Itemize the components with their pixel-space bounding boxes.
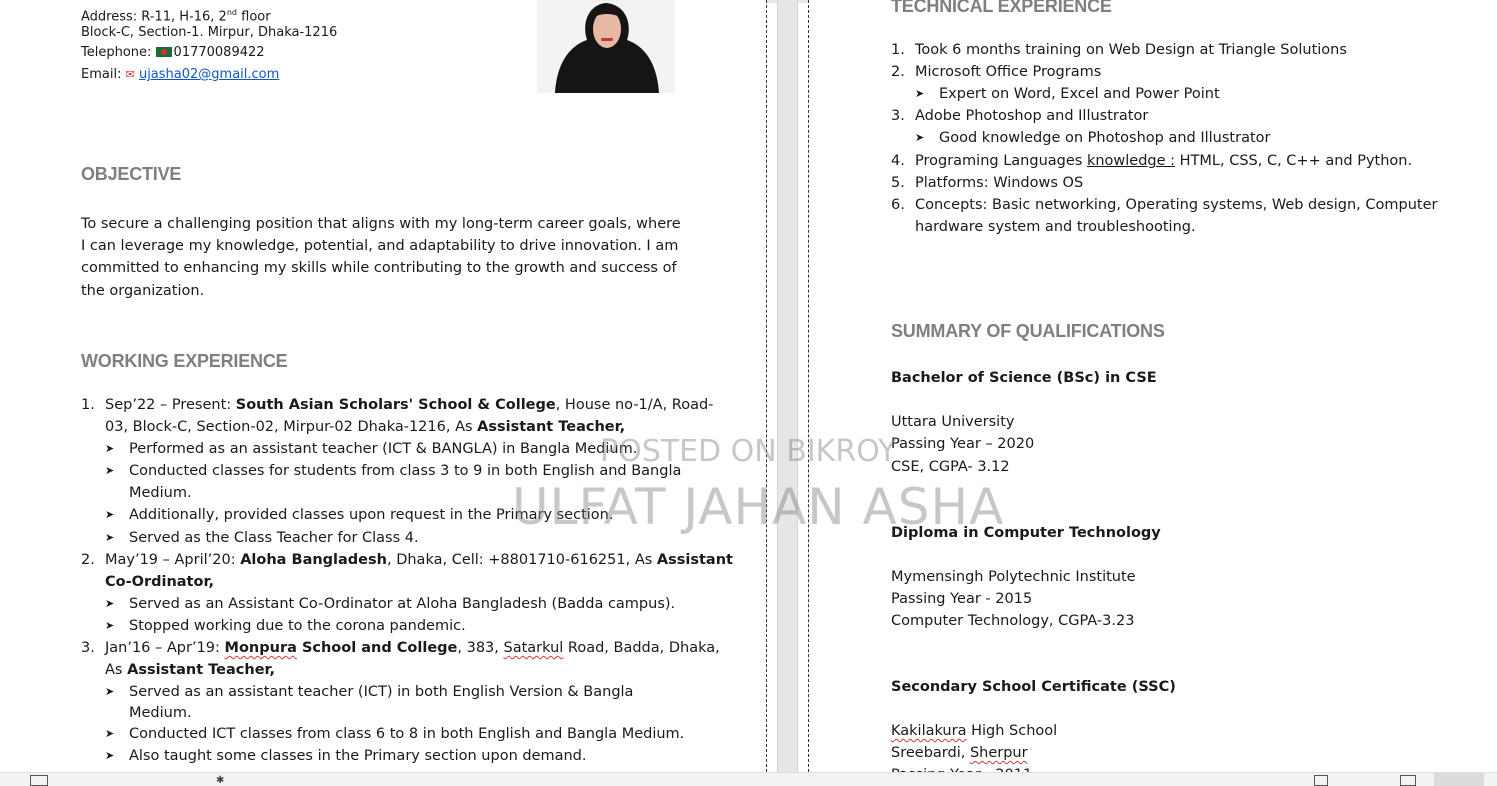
technical-heading: TECHNICAL EXPERIENCE bbox=[891, 0, 1112, 16]
list-item: Adobe Photoshop and Illustrator bbox=[915, 108, 1149, 124]
qualification-location: Sreebardi, Sherpur bbox=[891, 745, 1028, 761]
list-number: 1. bbox=[891, 42, 905, 58]
qualification-title: Diploma in Computer Technology bbox=[891, 525, 1161, 541]
list-number: 5. bbox=[891, 175, 905, 191]
arrow-bullet-icon: ➤ bbox=[105, 508, 115, 521]
list-number: 1. bbox=[81, 397, 95, 413]
list-number: 4. bbox=[891, 153, 905, 169]
job2-line-1: May’19 – April’20: Aloha Bangladesh, Dhaka, Cell: +8801710-616251, As Assistant bbox=[105, 552, 733, 568]
page-gutter bbox=[777, 0, 798, 772]
list-item: Stopped working due to the corona pandemic. bbox=[129, 618, 466, 634]
arrow-bullet-icon: ➤ bbox=[105, 685, 115, 698]
list-item: Concepts: Basic networking, Operating systems, Web design, Computer bbox=[915, 197, 1438, 213]
list-item: Served as an assistant teacher (ICT) in both English Version & Bangla bbox=[129, 684, 634, 700]
qualification-year: Passing Year - 2015 bbox=[891, 591, 1033, 607]
list-item: Good knowledge on Photoshop and Illustrator bbox=[939, 130, 1271, 146]
list-item: Performed as an assistant teacher (ICT & BANGLA) in Bangla Medium. bbox=[129, 441, 638, 457]
qualification-institution: Uttara University bbox=[891, 414, 1015, 430]
address-line-2: Block-C, Section-1. Mirpur, Dhaka-1216 bbox=[81, 25, 338, 40]
focus-mode-icon[interactable] bbox=[1314, 775, 1328, 786]
list-item: Expert on Word, Excel and Power Point bbox=[939, 86, 1220, 102]
job1-line-1: Sep’22 – Present: South Asian Scholars' School & College, House no-1/A, Road- bbox=[105, 397, 714, 413]
email: Email: ✉ ujasha02@gmail.com bbox=[81, 67, 280, 82]
objective-line-2: I can leverage my knowledge, potential, and adaptability to drive innovation. I am bbox=[81, 238, 679, 254]
list-number: 3. bbox=[81, 640, 95, 656]
job1-line-2: 03, Block-C, Section-02, Mirpur-02 Dhaka-1216, As Assistant Teacher, bbox=[105, 419, 626, 435]
address-line-1: Address: R-11, H-16, 2nd floor bbox=[81, 8, 271, 25]
job3-line-2: As Assistant Teacher, bbox=[105, 662, 276, 678]
arrow-bullet-icon: ➤ bbox=[105, 619, 115, 632]
list-item: Served as an Assistant Co-Ordinator at Aloha Bangladesh (Badda campus). bbox=[129, 596, 676, 612]
accessibility-icon[interactable]: ✱ bbox=[216, 775, 225, 786]
qualification-title: Secondary School Certificate (SSC) bbox=[891, 679, 1176, 695]
telephone: Telephone: 01770089422 bbox=[81, 45, 265, 60]
watermark-line-2: ULFAT JAHAN ASHA bbox=[512, 478, 1005, 536]
list-item: Served as the Class Teacher for Class 4. bbox=[129, 530, 419, 546]
qualification-result: CSE, CGPA- 3.12 bbox=[891, 459, 1010, 475]
qualification-title: Bachelor of Science (BSc) in CSE bbox=[891, 370, 1157, 386]
bangladesh-flag-icon bbox=[156, 47, 172, 57]
arrow-bullet-icon: ➤ bbox=[105, 464, 115, 477]
arrow-bullet-icon: ➤ bbox=[105, 442, 115, 455]
list-item: Conducted classes for students from class 3 to 9 in both English and Bangla bbox=[129, 463, 682, 479]
qualification-institution: Kakilakura High School bbox=[891, 723, 1058, 739]
list-item-continuation: Medium. bbox=[129, 485, 192, 501]
experience-heading: WORKING EXPERIENCE bbox=[81, 351, 288, 371]
gmail-icon: ✉ bbox=[125, 68, 135, 81]
list-item-continuation: hardware system and troubleshooting. bbox=[915, 219, 1196, 235]
objective-line-3: committed to enhancing my skills while contributing to the growth and success of bbox=[81, 260, 677, 276]
qualification-institution: Mymensingh Polytechnic Institute bbox=[891, 569, 1136, 585]
right-page[interactable] bbox=[809, 0, 1497, 772]
list-number: 6. bbox=[891, 197, 905, 213]
arrow-bullet-icon: ➤ bbox=[105, 749, 115, 762]
list-item-continuation: Medium. bbox=[129, 705, 192, 721]
list-item: Platforms: Windows OS bbox=[915, 175, 1084, 191]
arrow-bullet-icon: ➤ bbox=[105, 597, 115, 610]
list-item: Programing Languages knowledge : HTML, CSS, C, C++ and Python. bbox=[915, 153, 1413, 169]
watermark-line-1: POSTED ON BIKROY bbox=[600, 434, 897, 469]
list-number: 2. bbox=[81, 552, 95, 568]
portrait-image bbox=[537, 0, 675, 93]
qualifications-heading: SUMMARY OF QUALIFICATIONS bbox=[891, 321, 1165, 341]
arrow-bullet-icon: ➤ bbox=[915, 87, 925, 100]
list-item: Also taught some classes in the Primary section upon demand. bbox=[129, 748, 587, 764]
email-link[interactable]: ujasha02@gmail.com bbox=[138, 67, 280, 82]
status-bar bbox=[0, 772, 1497, 786]
read-mode-icon[interactable] bbox=[1400, 775, 1416, 786]
list-item: Additionally, provided classes upon request in the Primary section. bbox=[129, 507, 614, 523]
list-item: Took 6 months training on Web Design at Triangle Solutions bbox=[915, 42, 1347, 58]
job2-line-2: Co-Ordinator, bbox=[105, 574, 214, 590]
list-item: Microsoft Office Programs bbox=[915, 64, 1102, 80]
page-view-icon[interactable] bbox=[30, 775, 48, 786]
arrow-bullet-icon: ➤ bbox=[105, 531, 115, 544]
profile-photo bbox=[537, 0, 675, 93]
objective-line-1: To secure a challenging position that aligns with my long-term career goals, where bbox=[81, 216, 681, 232]
page-boundary-left bbox=[766, 0, 767, 772]
objective-heading: OBJECTIVE bbox=[81, 164, 182, 184]
objective-line-4: the organization. bbox=[81, 283, 205, 299]
arrow-bullet-icon: ➤ bbox=[915, 131, 925, 144]
job3-line-1: Jan’16 – Apr’19: Monpura School and College, 383, Satarkul Road, Badda, Dhaka, bbox=[105, 640, 720, 656]
list-item: Conducted ICT classes from class 6 to 8 in both English and Bangla Medium. bbox=[129, 726, 685, 742]
list-number: 2. bbox=[891, 64, 905, 80]
qualification-year: Passing Year – 2020 bbox=[891, 436, 1035, 452]
arrow-bullet-icon: ➤ bbox=[105, 727, 115, 740]
qualification-result: Computer Technology, CGPA-3.23 bbox=[891, 613, 1135, 629]
print-layout-button[interactable] bbox=[1434, 773, 1484, 786]
list-number: 3. bbox=[891, 108, 905, 124]
